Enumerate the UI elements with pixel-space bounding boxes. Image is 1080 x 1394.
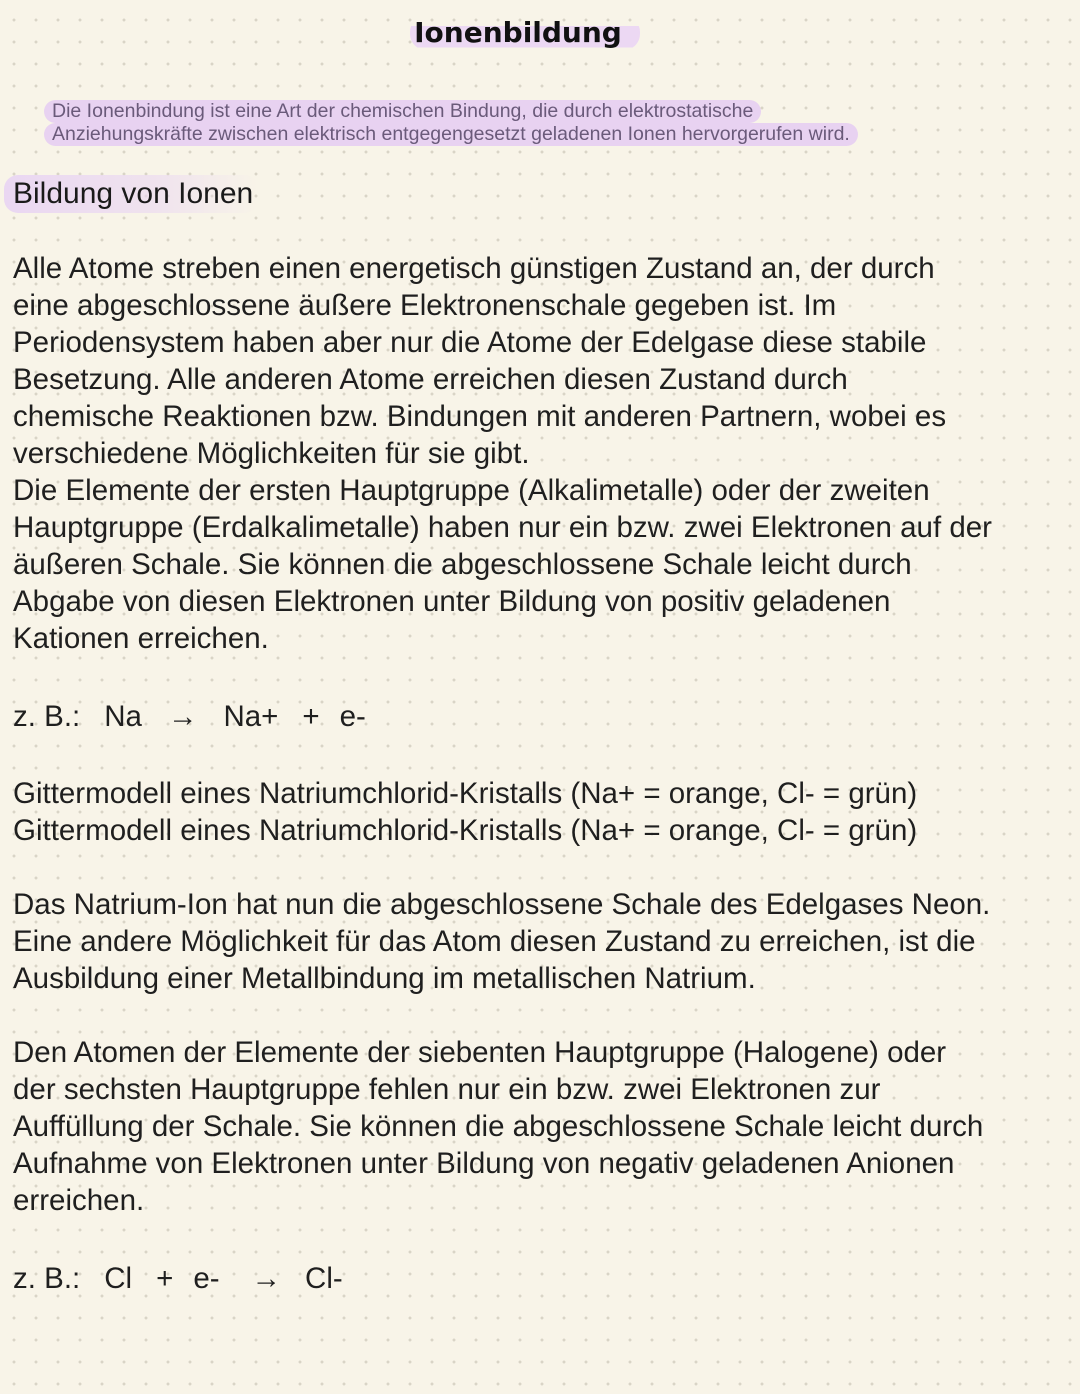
paragraph-anion-formation xyxy=(13,1034,1073,1219)
product: Cl- xyxy=(305,1262,343,1295)
reactant: Cl xyxy=(104,1262,133,1295)
plus-sign: + xyxy=(302,700,320,733)
definition-box xyxy=(44,100,904,146)
reaction-equation-sodium xyxy=(13,698,366,735)
text-line: Abgabe von diesen Elektronen unter Bildung von positiv geladenen xyxy=(13,585,891,618)
electron: e- xyxy=(339,700,366,733)
reaction-equation-chlorine xyxy=(13,1260,343,1297)
text-line: der sechsten Hauptgruppe fehlen nur ein bzw. zwei Elektronen zur xyxy=(13,1073,881,1106)
lattice-caption xyxy=(13,775,1073,849)
text-line: äußeren Schale. Sie können die abgeschlossene Schale leicht durch xyxy=(13,548,912,581)
electron: e- xyxy=(193,1262,220,1295)
paragraph-sodium-ion xyxy=(13,886,1073,997)
product: Na+ xyxy=(223,700,279,733)
text-line: Das Natrium-Ion hat nun die abgeschlossene Schale des Edelgases Neon. xyxy=(13,888,991,921)
example-prefix: z. B.: xyxy=(13,1262,81,1295)
text-line: Periodensystem haben aber nur die Atome der Edelgase diese stabile xyxy=(13,326,927,359)
text-line: Ausbildung einer Metallbindung im metallischen Natrium. xyxy=(13,962,756,995)
text-line: erreichen. xyxy=(13,1184,145,1217)
text-line: Besetzung. Alle anderen Atome erreichen diesen Zustand durch xyxy=(13,363,848,396)
section-heading: Bildung von Ionen xyxy=(4,175,259,213)
text-line: chemische Reaktionen bzw. Bindungen mit anderen Partnern, wobei es xyxy=(13,400,947,433)
definition-line: Die Ionenbindung ist eine Art der chemischen Bindung, die durch elektrostatische xyxy=(44,100,761,123)
text-line: Den Atomen der Elemente der siebenten Hauptgruppe (Halogene) oder xyxy=(13,1036,947,1069)
paragraph-cation-formation xyxy=(13,250,1073,657)
text-line: Aufnahme von Elektronen unter Bildung von negativ geladenen Anionen xyxy=(13,1147,955,1180)
text-line: eine abgeschlossene äußere Elektronenschale gegeben ist. Im xyxy=(13,289,837,322)
reaction-arrow: → xyxy=(251,1262,282,1295)
text-line: verschiedene Möglichkeiten für sie gibt. xyxy=(13,437,530,470)
text-line: Gittermodell eines Natriumchlorid-Kristalls (Na+ = orange, Cl- = grün) xyxy=(13,814,918,847)
text-line: Hauptgruppe (Erdalkalimetalle) haben nur ein bzw. zwei Elektronen auf der xyxy=(13,511,992,544)
reactant: Na xyxy=(104,700,142,733)
text-line: Alle Atome streben einen energetisch günstigen Zustand an, der durch xyxy=(13,252,935,285)
text-line: Eine andere Möglichkeit für das Atom diesen Zustand zu erreichen, ist die xyxy=(13,925,976,958)
title-container xyxy=(0,16,1050,50)
reaction-arrow: → xyxy=(167,700,198,733)
plus-sign: + xyxy=(156,1262,174,1295)
text-line: Auffüllung der Schale. Sie können die abgeschlossene Schale leicht durch xyxy=(13,1110,984,1143)
text-line: Gittermodell eines Natriumchlorid-Kristalls (Na+ = orange, Cl- = grün) xyxy=(13,777,918,810)
page-title: Ionenbildung xyxy=(410,16,640,50)
definition-line: Anziehungskräfte zwischen elektrisch entgegengesetzt geladenen Ionen hervorgerufen wird. xyxy=(44,123,858,146)
text-line: Die Elemente der ersten Hauptgruppe (Alkalimetalle) oder der zweiten xyxy=(13,474,930,507)
example-prefix: z. B.: xyxy=(13,700,81,733)
text-line: Kationen erreichen. xyxy=(13,622,269,655)
